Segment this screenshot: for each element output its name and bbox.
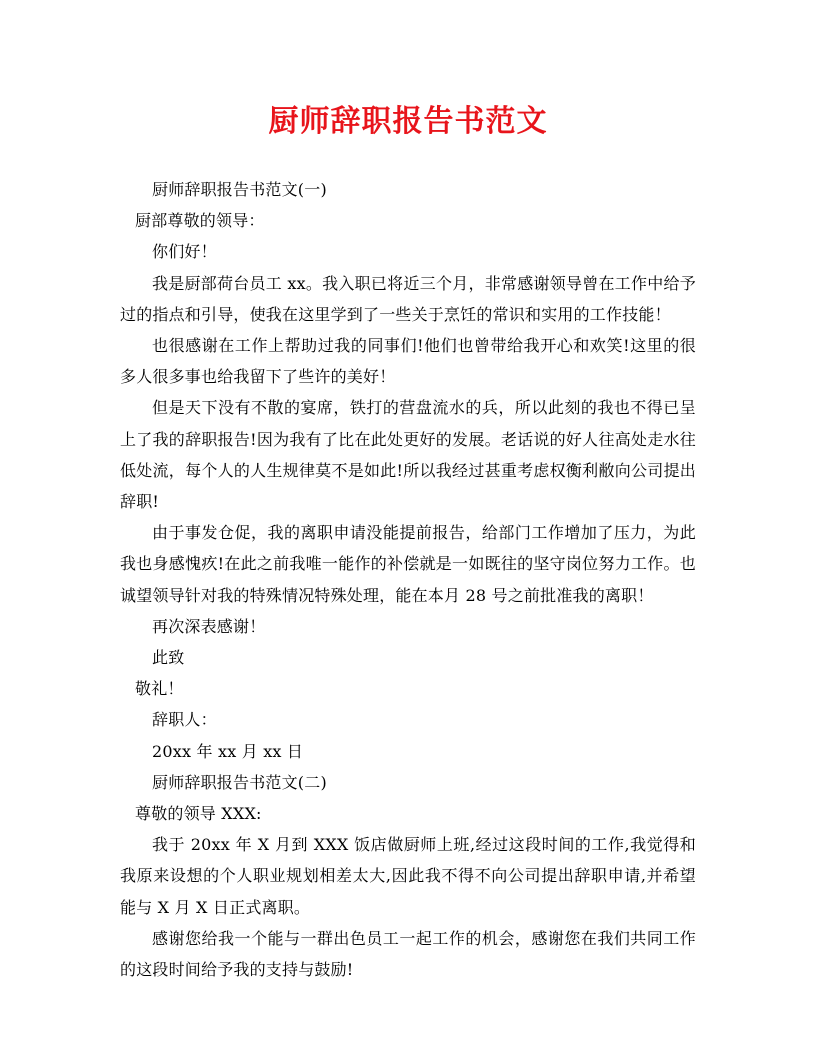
paragraph: 20xx 年 xx 月 xx 日: [152, 741, 304, 761]
document-body: [120, 174, 696, 985]
paragraph: 但是天下没有不散的宴席，铁打的营盘流水的兵，所以此刻的我也不得已呈上了我的辞职报告!因为我有了比在此处更好的发展。老话说的好人往高处走水往低处流，每个人的人生规律莫不是如此!所以我经过甚重考虑权衡利敝向公司提出辞职!: [120, 398, 696, 512]
paragraph: 厨师辞职报告书范文(一): [152, 180, 327, 199]
paragraph: 敬礼！: [135, 679, 184, 699]
paragraph: 此致: [152, 648, 185, 668]
document-page: [120, 0, 696, 1056]
paragraph: 你们好！: [152, 242, 217, 262]
paragraph: 我于 20xx 年 X 月到 XXX 饭店做厨师上班,经过这段时间的工作,我觉得和我原来设想的个人职业规划相差太大,因此我不得不向公司提出辞职申请,并希望能与 X 月 X 日正式离职。: [120, 835, 696, 917]
paragraph: 感谢您给我一个能与一群出色员工一起工作的机会，感谢您在我们共同工作的这段时间给予我的支持与鼓励!: [120, 928, 696, 980]
paragraph: 尊敬的领导 XXX:: [135, 804, 262, 824]
paragraph: 厨师辞职报告书范文(二): [152, 772, 327, 792]
paragraph: 辞职人：: [152, 710, 217, 730]
paragraph: 我是厨部荷台员工 xx。我入职已将近三个月，非常感谢领导曾在工作中给予过的指点和引导，使我在这里学到了一些关于烹饪的常识和实用的工作技能！: [120, 273, 696, 324]
paragraph: 也很感谢在工作上帮助过我的同事们!他们也曾带给我开心和欢笑!这里的很多人很多事也给我留下了些许的美好！: [120, 336, 696, 387]
paragraph: 厨部尊敬的领导：: [135, 211, 265, 231]
document-title: 厨师辞职报告书范文: [268, 104, 548, 139]
paragraph: 由于事发仓促，我的离职申请没能提前报告，给部门工作增加了压力，为此我也身感愧疚!在此之前我唯一能作的补偿就是一如既往的坚守岗位努力工作。也诚望领导针对我的特殊情况特殊处理，能在本月 28 号之前批准我的离职！: [120, 523, 696, 605]
paragraph: 再次深表感谢！: [152, 616, 266, 636]
